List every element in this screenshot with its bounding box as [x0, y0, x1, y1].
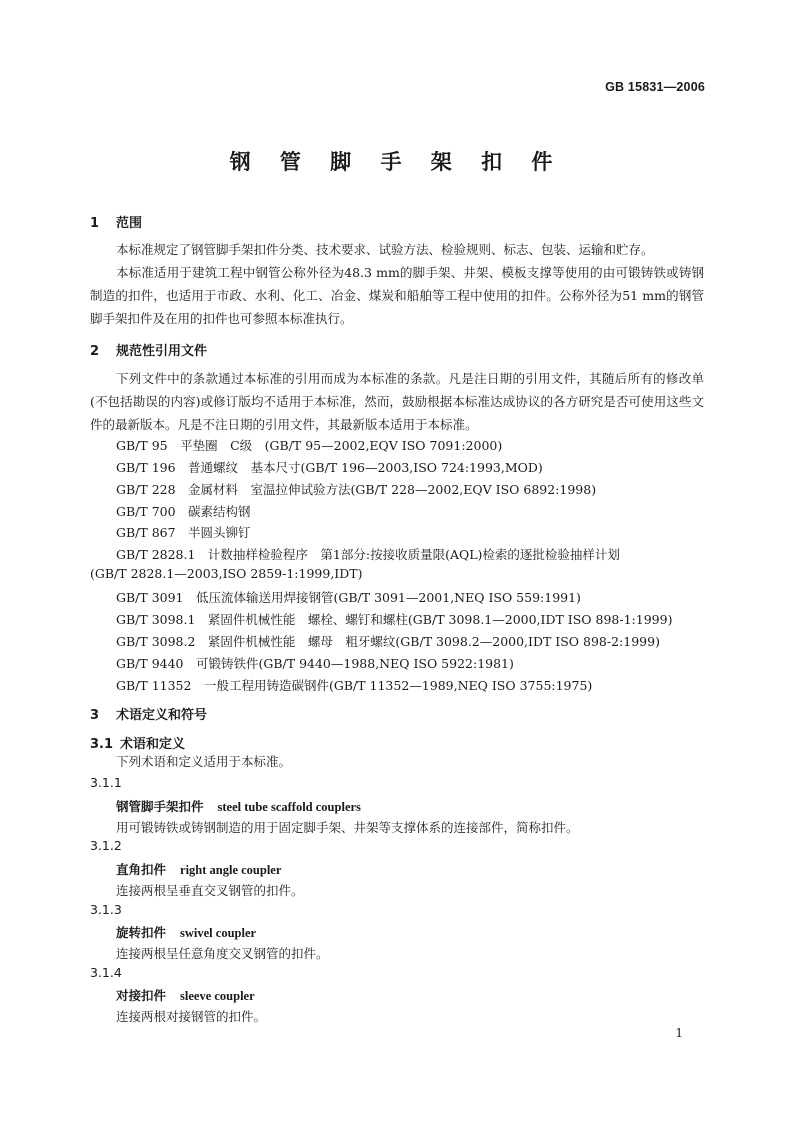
- reference-item: GB/T 196 普通螺纹 基本尺寸(GB/T 196—2003,ISO 724:1993,MOD): [116, 460, 543, 475]
- subsection-number: 3.1: [90, 737, 114, 752]
- term-en: right angle coupler: [180, 863, 282, 877]
- subsection-title: 术语和定义: [120, 737, 186, 752]
- section-title: 术语定义和符号: [116, 708, 208, 723]
- term-cn: 对接扣件: [116, 988, 167, 1003]
- term-number: 3.1.4: [90, 965, 122, 980]
- reference-item: GB/T 95 平垫圈 C级 (GB/T 95—2002,EQV ISO 7091:2000): [116, 438, 503, 453]
- term-en: swivel coupler: [180, 926, 257, 940]
- term-en: steel tube scaffold couplers: [217, 800, 361, 814]
- section-2-heading: [90, 340, 207, 359]
- reference-item: GB/T 228 金属材料 室温拉伸试验方法(GB/T 228—2002,EQV ISO 6892:1998): [116, 482, 597, 497]
- standard-number: GB 15831—2006: [605, 80, 705, 94]
- term-definition: 连接两根呈任意角度交叉钢管的扣件。: [116, 946, 329, 961]
- section-3-heading: [90, 704, 207, 723]
- section-1-paragraph-1: 本标准规定了钢管脚手架扣件分类、技术要求、试验方法、检验规则、标志、包装、运输和贮存。: [116, 242, 654, 257]
- section-title: 范围: [116, 216, 143, 231]
- subsection-3-1-intro: 下列术语和定义适用于本标准。: [116, 754, 292, 769]
- term-heading: [116, 797, 361, 815]
- section-1-heading: [90, 212, 142, 231]
- reference-item: GB/T 11352 一般工程用铸造碳钢件(GB/T 11352—1989,NEQ ISO 3755:1975): [116, 678, 593, 693]
- document-title: 钢 管 脚 手 架 扣 件: [229, 150, 564, 174]
- term-definition: 连接两根呈垂直交叉钢管的扣件。: [116, 883, 304, 898]
- section-2-intro: 下列文件中的条款通过本标准的引用而成为本标准的条款。凡是注日期的引用文件，其随后所有的修改单(不包括勘误的内容)或修订版均不适用于本标准，然而，鼓励根据本标准达成协议的各方研究是否可使用这些文件的最新版本。凡是不注日期的引用文件，其最新版本适用于本标准。: [90, 371, 704, 432]
- reference-item-continuation: (GB/T 2828.1—2003,ISO 2859-1:1999,IDT): [90, 566, 363, 581]
- term-number: 3.1.1: [90, 775, 122, 790]
- subsection-3-1-heading: [90, 733, 185, 752]
- term-cn: 钢管脚手架扣件: [116, 799, 204, 814]
- term-cn: 直角扣件: [116, 862, 167, 877]
- term-definition: 连接两根对接钢管的扣件。: [116, 1009, 267, 1024]
- section-1-paragraph-2: 本标准适用于建筑工程中钢管公称外径为48.3 mm的脚手架、井架、模板支撑等使用的由可锻铸铁或铸钢制造的扣件，也适用于市政、水利、化工、冶金、煤炭和船舶等工程中使用的扣件。公称外径为51 mm的钢管脚手架扣件及在用的扣件也可参照本标准执行。: [90, 265, 704, 326]
- section-number: 2: [90, 344, 100, 359]
- term-definition: 用可锻铸铁或铸钢制造的用于固定脚手架、井架等支撑体系的连接部件，简称扣件。: [116, 820, 579, 835]
- section-number: 3: [90, 708, 100, 723]
- reference-item: GB/T 3098.1 紧固件机械性能 螺栓、螺钉和螺柱(GB/T 3098.1—2000,IDT ISO 898-1:1999): [116, 612, 673, 627]
- reference-item: GB/T 700 碳素结构钢: [116, 504, 251, 519]
- page-number: 1: [675, 1026, 683, 1040]
- reference-item: GB/T 9440 可锻铸铁件(GB/T 9440—1988,NEQ ISO 5922:1981): [116, 656, 514, 671]
- reference-item: GB/T 2828.1 计数抽样检验程序 第1部分:按接收质量限(AQL)检索的逐批检验抽样计划: [116, 547, 620, 562]
- section-title: 规范性引用文件: [116, 344, 208, 359]
- term-heading: [116, 860, 281, 878]
- reference-item: GB/T 3091 低压流体输送用焊接钢管(GB/T 3091—2001,NEQ ISO 559:1991): [116, 590, 581, 605]
- term-heading: [116, 923, 256, 941]
- term-number: 3.1.2: [90, 838, 122, 853]
- term-cn: 旋转扣件: [116, 925, 167, 940]
- term-number: 3.1.3: [90, 902, 122, 917]
- reference-item: GB/T 867 半圆头铆钉: [116, 525, 251, 540]
- section-number: 1: [90, 216, 100, 231]
- reference-item: GB/T 3098.2 紧固件机械性能 螺母 粗牙螺纹(GB/T 3098.2—2000,IDT ISO 898-2:1999): [116, 634, 660, 649]
- term-en: sleeve coupler: [180, 989, 255, 1003]
- term-heading: [116, 986, 255, 1004]
